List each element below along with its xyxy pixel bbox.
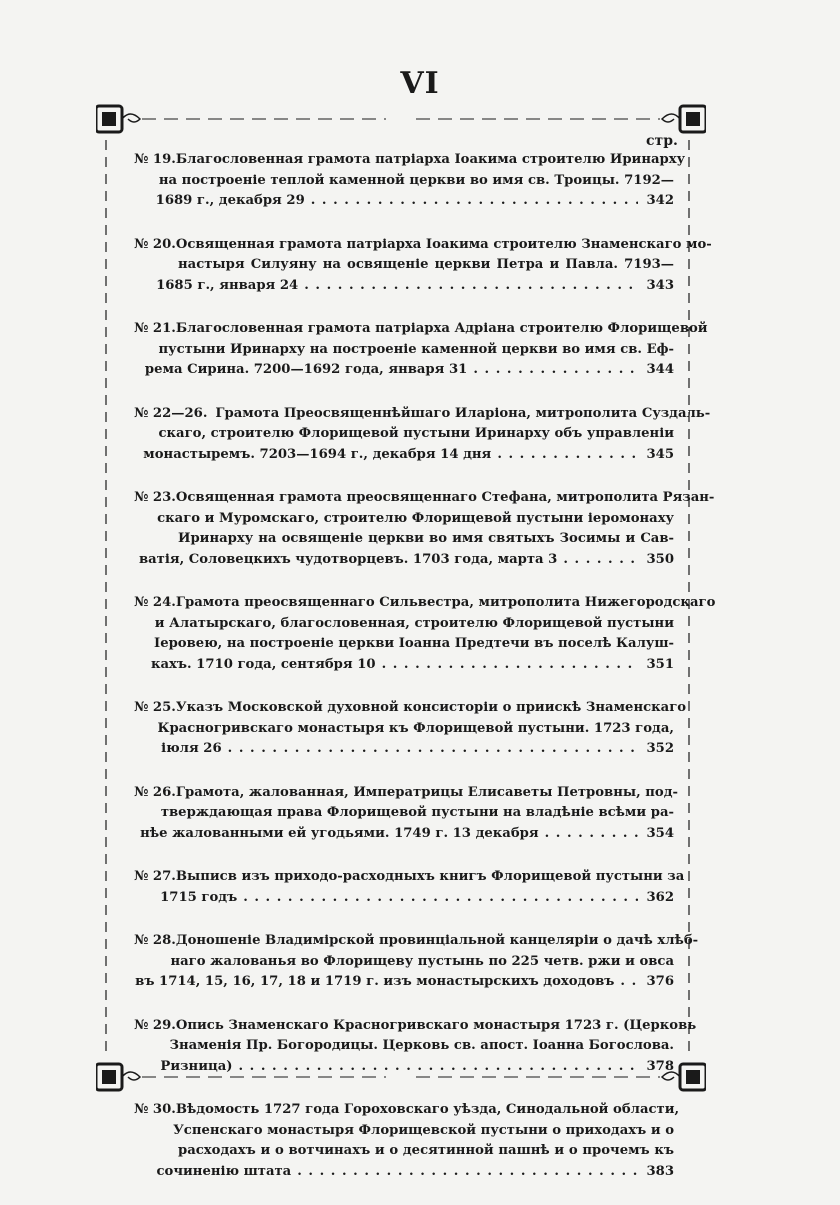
toc-entry-text: 1715 годъ bbox=[160, 889, 238, 905]
toc-entry-line bbox=[134, 360, 674, 381]
toc-entry-number: № 29. bbox=[134, 1017, 176, 1033]
toc-entry-text: Грамота Преосвященнѣйшаго Иларіона, митрополита Суздаль- bbox=[215, 405, 711, 421]
toc-entry bbox=[134, 404, 711, 466]
dot-leader bbox=[239, 1057, 639, 1078]
toc-entry-text: Успенскаго монастыря Флорищевской пустыни о приходахъ и о bbox=[173, 1122, 674, 1138]
toc-entry-text: Знаменія Пр. Богородицы. Церковь св. апост. Іоанна Богослова. bbox=[169, 1038, 674, 1053]
toc-entry-line bbox=[134, 1016, 697, 1037]
toc-entry-text: и Алатырскаго, благословенная, строителю Флорищевой пустыни bbox=[154, 615, 674, 631]
toc-entry bbox=[134, 1100, 680, 1182]
toc-entry-line bbox=[134, 424, 674, 445]
toc-entry-line bbox=[134, 1141, 674, 1162]
toc-entry-line bbox=[134, 1057, 674, 1078]
toc-entry-text: на построеніе теплой каменной церкви во имя св. Троицы. 7192— bbox=[158, 172, 674, 188]
toc-entry-text: ватія, Соловецкихъ чудотворцевъ. 1703 года, марта 3 bbox=[138, 551, 558, 567]
toc-entry-text: Выписв изъ приходо-расходныхъ книгъ Флорищевой пустыни за bbox=[175, 869, 685, 884]
toc-entry bbox=[134, 1016, 697, 1078]
toc-entry-line bbox=[134, 655, 674, 676]
toc-entry-line bbox=[134, 1036, 674, 1057]
toc-entry-line bbox=[134, 1162, 674, 1183]
toc-entry-text: въ 1714, 15, 16, 17, 18 и 1719 г. изъ монастырскихъ доходовъ bbox=[135, 974, 615, 989]
toc-entry-page: 354 bbox=[646, 825, 674, 841]
toc-entry-line bbox=[134, 529, 674, 550]
toc-entry-text: Указъ Московской духовной консисторіи о приискѣ Знаменскаго bbox=[175, 700, 687, 715]
toc-entry-line bbox=[134, 931, 699, 952]
toc-entry-text: рема Сирина. 7200—1692 года, января 31 bbox=[144, 362, 468, 377]
ornamental-frame-top bbox=[96, 102, 706, 138]
toc-entry bbox=[134, 488, 715, 570]
toc-entry-text: Красногривскаго монастыря къ Флорищевой пустыни. 1723 года, bbox=[157, 720, 674, 736]
page-number: VI bbox=[400, 66, 440, 101]
toc-entry-line bbox=[134, 150, 686, 171]
toc-entry-line bbox=[134, 888, 674, 909]
toc-entry-line bbox=[134, 783, 678, 804]
toc-entry-page: 376 bbox=[646, 974, 674, 989]
toc-entry-line bbox=[134, 824, 674, 845]
toc-entry-line bbox=[134, 445, 674, 466]
toc-entry-line bbox=[134, 803, 674, 824]
toc-entry-line bbox=[134, 614, 674, 635]
toc-entry-text: Ризница) bbox=[160, 1058, 233, 1074]
ornamental-frame-left bbox=[103, 140, 109, 1058]
toc-entry-text: Грамота преосвященнаго Сильвестра, митрополита Нижегородскаго bbox=[175, 595, 716, 610]
dot-leader bbox=[497, 445, 638, 466]
dot-leader bbox=[228, 739, 638, 760]
toc-entry-text: монастыремъ. 7203—1694 г., декабря 14 дня bbox=[143, 446, 492, 462]
toc-entry-number: № 19. bbox=[134, 152, 176, 167]
toc-entry-line bbox=[134, 276, 674, 297]
toc-entry-line bbox=[134, 698, 687, 719]
toc-entry-number: № 23. bbox=[134, 490, 176, 505]
toc-entry-line bbox=[134, 488, 715, 509]
dot-leader bbox=[563, 550, 638, 571]
toc-entry-page: 383 bbox=[646, 1163, 674, 1179]
toc-entry-line bbox=[134, 235, 712, 256]
toc-entry-line bbox=[134, 550, 674, 571]
toc-entry-number: № 26. bbox=[134, 784, 176, 800]
toc-entry-page: 342 bbox=[646, 193, 674, 208]
toc-entry-text: расходахъ и о вотчинахъ и о десятинной пашнѣ и о прочемъ къ bbox=[178, 1143, 674, 1158]
toc-entry-page: 352 bbox=[646, 741, 674, 756]
toc-entry-line bbox=[134, 739, 674, 760]
dot-leader bbox=[297, 1162, 638, 1183]
dot-leader bbox=[545, 824, 638, 845]
toc-entry-text: скаго и Муромскаго, строителю Флорищевой пустыни іеромонаху bbox=[157, 510, 674, 526]
toc-entry-page: 362 bbox=[646, 889, 674, 905]
toc-entry-line bbox=[134, 171, 674, 192]
toc-entry-text: 1685 г., января 24 bbox=[156, 277, 299, 293]
toc-entry bbox=[134, 783, 678, 845]
toc-entry-text: пустыни Иринарху на построеніе каменной церкви во имя св. Еф- bbox=[158, 341, 674, 357]
toc-entry-page: 344 bbox=[646, 362, 674, 377]
toc-entry-text: скаго, строителю Флорищевой пустыни Иринарху объ управленіи bbox=[158, 426, 674, 441]
toc-entry-number: № 24. bbox=[134, 595, 176, 610]
toc-entry-text: наго жалованья во Флорищеву пустынь по 225 четв. ржи и овса bbox=[170, 953, 674, 969]
toc-entry-text: Доношеніе Владимірской провинціальной канцеляріи о дачѣ хлѣб- bbox=[175, 933, 699, 948]
toc-entry bbox=[134, 235, 712, 297]
toc-entry-page: 345 bbox=[646, 446, 674, 462]
toc-entry-line bbox=[134, 340, 674, 361]
toc-entry-line bbox=[134, 191, 674, 212]
dot-leader bbox=[382, 655, 638, 676]
toc-entry-number: № 30. bbox=[134, 1102, 176, 1117]
toc-entry-text: іюля 26 bbox=[161, 741, 222, 756]
toc-entry-number: № 22—26. bbox=[134, 405, 208, 421]
toc-entry-text: Благословенная грамота патріарха Адріана строителю Флорищевой bbox=[175, 321, 708, 336]
dot-leader bbox=[620, 972, 638, 993]
toc-entry-number: № 25. bbox=[134, 700, 176, 715]
toc-entry bbox=[134, 150, 686, 212]
toc-entry-page: 343 bbox=[646, 277, 674, 293]
toc-entry-number: № 28. bbox=[134, 933, 176, 948]
toc-entry-text: Благословенная грамота патріарха Іоакима строителю Иринарху bbox=[175, 152, 686, 167]
dot-leader bbox=[243, 888, 638, 909]
toc-entry-line bbox=[134, 509, 674, 530]
toc-entry-text: Опись Знаменскаго Красногривскаго монастыря 1723 г. (Церковь bbox=[175, 1017, 697, 1033]
toc-entry-number: № 20. bbox=[134, 236, 176, 252]
toc-entry-text: Вѣдомость 1727 года Гороховскаго уѣзда, Синодальной области, bbox=[175, 1102, 680, 1117]
dot-leader bbox=[473, 360, 638, 381]
toc-entry-text: кахъ. 1710 года, сентября 10 bbox=[150, 656, 376, 672]
toc-entry-line bbox=[134, 952, 674, 973]
toc-entry-text: нѣе жалованными ей угодьями. 1749 г. 13 декабря bbox=[140, 825, 539, 841]
toc-entry bbox=[134, 319, 708, 381]
toc-entry-text: настыря Силуяну на освященіе церкви Петра и Павла. 7193— bbox=[178, 257, 674, 272]
toc-entry-text: сочиненію штата bbox=[156, 1163, 292, 1179]
toc-entry-line bbox=[134, 972, 674, 993]
toc-entry-text: Освященная грамота патріарха Іоакима строителю Знаменскаго мо- bbox=[175, 236, 712, 252]
toc-entry-line bbox=[134, 867, 685, 888]
toc-entry-line bbox=[134, 593, 716, 614]
toc-entry-page: 351 bbox=[646, 656, 674, 672]
toc-entry-number: № 21. bbox=[134, 321, 176, 336]
toc-entry bbox=[134, 931, 699, 993]
toc-entry bbox=[134, 698, 687, 760]
toc-entry-line bbox=[134, 255, 674, 276]
toc-entry-line bbox=[134, 1100, 680, 1121]
toc-entry-text: 1689 г., декабря 29 bbox=[155, 193, 305, 208]
table-of-contents bbox=[134, 150, 716, 1205]
toc-entry-line bbox=[134, 719, 674, 740]
toc-entry-page: 378 bbox=[646, 1058, 674, 1074]
dot-leader bbox=[311, 191, 638, 212]
toc-entry-page: 350 bbox=[646, 551, 674, 567]
toc-entry-line bbox=[134, 634, 674, 655]
dot-leader bbox=[304, 276, 638, 297]
toc-entry-line bbox=[134, 319, 708, 340]
toc-entry-number: № 27. bbox=[134, 869, 176, 884]
page-column-header: стр. bbox=[646, 133, 678, 149]
toc-entry-text: Грамота, жалованная, Императрицы Елисаветы Петровны, под- bbox=[175, 784, 678, 800]
toc-entry bbox=[134, 593, 716, 675]
toc-entry-text: Освященная грамота преосвященнаго Стефана, митрополита Рязан- bbox=[175, 490, 715, 505]
toc-entry-text: Иринарху на освященіе церкви во имя святыхъ Зосимы и Сав- bbox=[178, 531, 674, 546]
toc-entry-text: Іеровею, на построеніе церкви Іоанна Предтечи въ поселѣ Калуш- bbox=[154, 636, 674, 651]
toc-entry-text: тверждающая права Флорищевой пустыни на владѣніе всѣми ра- bbox=[160, 805, 674, 820]
toc-entry bbox=[134, 867, 685, 908]
toc-entry-line bbox=[134, 1121, 674, 1142]
toc-entry-line bbox=[134, 404, 711, 425]
